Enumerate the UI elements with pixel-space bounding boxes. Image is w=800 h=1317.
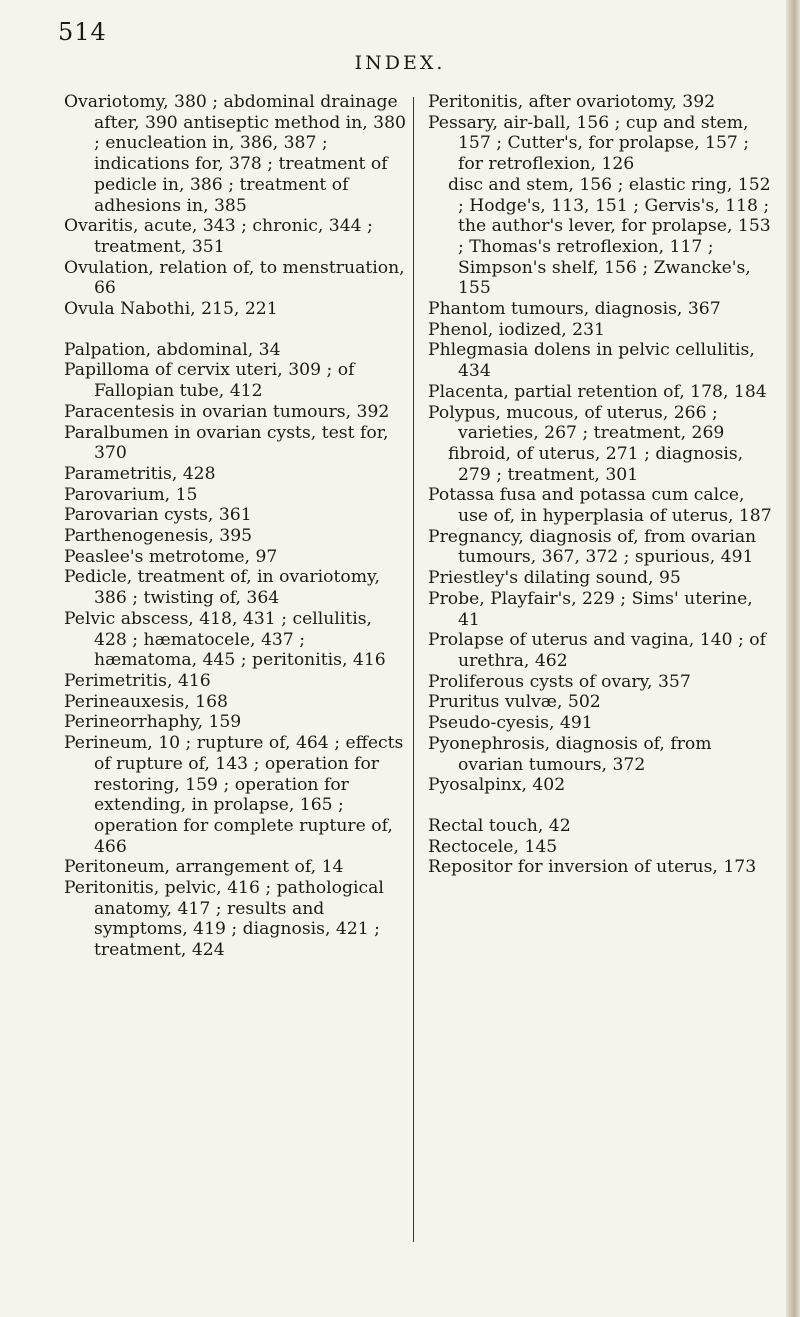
index-entry: Priestley's dilating sound, 95 <box>428 568 681 589</box>
index-entry: Phlegmasia dolens in pelvic cellulitis, 434 <box>428 340 755 382</box>
index-entry: Perineum, 10 ; rupture of, 464 ; effects of rupture of, 143 ; operation for restoring, 159 ; operation for extending, in prolapse, 165 ; operation for complete rupture of, 466 <box>64 733 404 857</box>
index-entry: Rectal touch, 42 <box>428 815 571 836</box>
index-entry: Polypus, mucous, of uterus, 266 ; varieties, 267 ; treatment, 269 <box>428 402 725 444</box>
index-entry: Placenta, partial retention of, 178, 184 <box>428 381 767 402</box>
index-entry: Ovula Nabothi, 215, 221 <box>64 299 278 320</box>
index-entry: Parovarium, 15 <box>64 484 198 505</box>
index-column-left <box>64 92 409 961</box>
index-entry: Probe, Playfair's, 229 ; Sims' uterine, 41 <box>428 588 753 630</box>
index-entry: Peritoneum, arrangement of, 14 <box>64 857 344 878</box>
index-entry: Prolapse of uterus and vagina, 140 ; of urethra, 462 <box>428 630 766 671</box>
index-entry: Pedicle, treatment of, in ovariotomy, 386 ; twisting of, 364 <box>64 567 380 609</box>
index-entry: Pyonephrosis, diagnosis of, from ovarian tumours, 372 <box>428 733 712 775</box>
index-entry: Parthenogenesis, 395 <box>64 526 253 547</box>
index-column-right <box>428 92 773 878</box>
index-entry: Parovarian cysts, 361 <box>64 505 252 526</box>
index-entry: Phantom tumours, diagnosis, 367 <box>428 299 721 320</box>
index-subentry: fibroid, of uterus, 271 ; diagnosis, 279 ; treatment, 301 <box>448 443 744 485</box>
index-entry: Rectocele, 145 <box>428 836 558 857</box>
index-entry: Pseudo-cyesis, 491 <box>428 713 593 734</box>
index-entry: Ovulation, relation of, to menstruation, 66 <box>64 257 405 299</box>
index-entry: Perimetritis, 416 <box>64 670 211 691</box>
index-entry: Perineauxesis, 168 <box>64 691 228 712</box>
column-divider <box>413 97 414 1242</box>
index-entry: Proliferous cysts of ovary, 357 <box>428 671 691 692</box>
index-entry: Paracentesis in ovarian tumours, 392 <box>64 401 390 422</box>
index-entry: Pregnancy, diagnosis of, from ovarian tumours, 367, 372 ; spurious, 491 <box>428 526 757 568</box>
index-entry: Papilloma of cervix uteri, 309 ; of Fallopian tube, 412 <box>64 360 355 402</box>
index-entry: Peritonitis, after ovariotomy, 392 <box>428 92 716 112</box>
index-entry: Peritonitis, pelvic, 416 ; pathological anatomy, 417 ; results and symptoms, 419 ; diagnosis, 421 ; treatment, 424 <box>64 878 384 961</box>
index-entry: Phenol, iodized, 231 <box>428 319 605 340</box>
index-entry: Palpation, abdominal, 34 <box>64 339 281 360</box>
page-edge <box>786 0 800 1317</box>
index-entry: Parametritis, 428 <box>64 463 216 484</box>
index-entry: Pyosalpinx, 402 <box>428 775 566 796</box>
index-entry: Peaslee's metrotome, 97 <box>64 546 278 567</box>
running-head: INDEX. <box>354 52 446 74</box>
page-number: 514 <box>58 18 107 46</box>
index-subentry: disc and stem, 156 ; elastic ring, 152 ; Hodge's, 113, 151 ; Gervis's, 118 ; the author's lever, for prolapse, 153 ; Thomas's retroflexion, 117 ; Simpson's shelf, 156 ; Zwancke's, 155 <box>448 174 771 299</box>
index-entry: Ovariotomy, 380 ; abdominal drainage after, 390 antiseptic method in, 380 ; enucleation in, 386, 387 ; indications for, 378 ; treatment of pedicle in, 386 ; treatment of adhesions in, 385 <box>64 92 406 216</box>
index-entry: Ovaritis, acute, 343 ; chronic, 344 ; treatment, 351 <box>64 216 373 257</box>
index-entry: Paralbumen in ovarian cysts, test for, 370 <box>64 422 389 464</box>
index-entry: Potassa fusa and potassa cum calce, use of, in hyperplasia of uterus, 187 <box>428 485 772 527</box>
index-entry: Perineorrhaphy, 159 <box>64 712 242 733</box>
index-entry: Repositor for inversion of uterus, 173 <box>428 857 757 878</box>
index-entry: Pelvic abscess, 418, 431 ; cellulitis, 428 ; hæmatocele, 437 ; hæmatoma, 445 ; peritonitis, 416 <box>64 608 386 671</box>
index-entry: Pessary, air-ball, 156 ; cup and stem, 157 ; Cutter's, for prolapse, 157 ; for retroflexion, 126 <box>428 112 750 175</box>
index-entry: Pruritus vulvæ, 502 <box>428 692 601 713</box>
